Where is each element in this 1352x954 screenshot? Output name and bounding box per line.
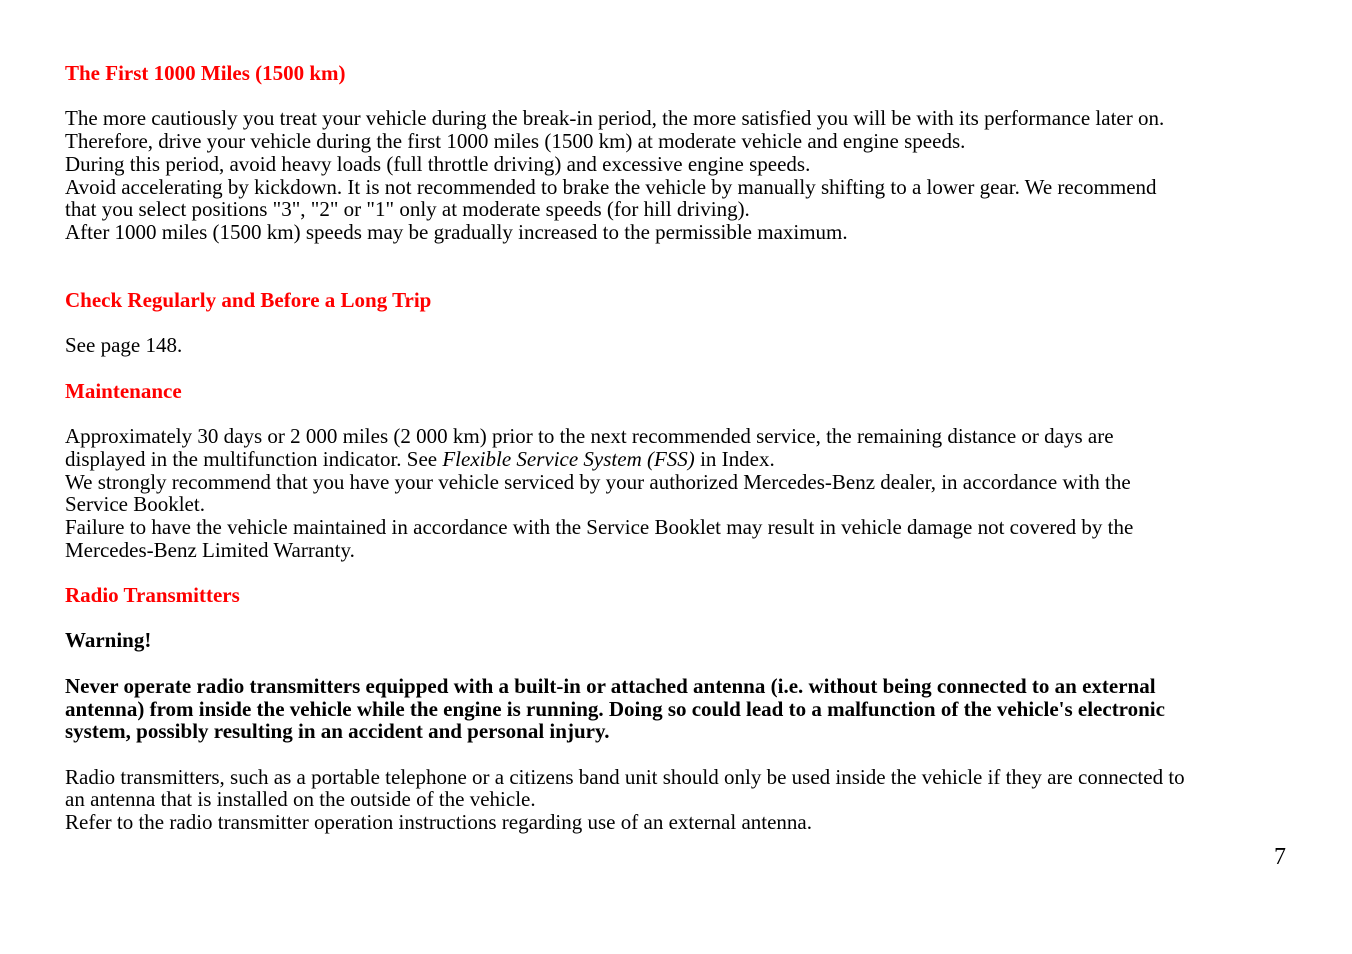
warning-line: Never operate radio transmitters equipped with a built-in or attached antenna (i.e. without being connected to an external — [65, 673, 1156, 698]
text-line: that you select positions "3", "2" or "1" only at moderate speeds (for hill driving). — [65, 197, 750, 222]
warning-title: Warning! — [65, 628, 152, 653]
fss-reference: Flexible Service System (FSS) — [442, 446, 695, 471]
text-line: Approximately 30 days or 2 000 miles (2 000 km) prior to the next recommended service, the remaining distance or days are — [65, 424, 1114, 449]
text-line: During this period, avoid heavy loads (full throttle driving) and excessive engine speeds. — [65, 151, 811, 176]
warning-line: system, possibly resulting in an accident and personal injury. — [65, 719, 610, 744]
text-line: Refer to the radio transmitter operation instructions regarding use of an external antenna. — [65, 810, 812, 835]
text-fragment: in Index. — [694, 446, 775, 471]
text-line: an antenna that is installed on the outside of the vehicle. — [65, 787, 536, 812]
warning-paragraph — [65, 675, 1295, 743]
text-line: The more cautiously you treat your vehicle during the break-in period, the more satisfied you will be with its performance later on. — [65, 106, 1165, 131]
text-line: Service Booklet. — [65, 492, 205, 517]
section-heading-check-regularly: Check Regularly and Before a Long Trip — [65, 288, 432, 312]
text-line: We strongly recommend that you have your vehicle serviced by your authorized Mercedes-Benz dealer, in accordance with the — [65, 469, 1131, 494]
maintenance-paragraph — [65, 425, 1295, 561]
text-line: After 1000 miles (1500 km) speeds may be gradually increased to the permissible maximum. — [65, 219, 848, 244]
text-fragment: displayed in the multifunction indicator. See — [65, 446, 443, 471]
break-in-paragraph — [65, 107, 1295, 243]
section-heading-maintenance: Maintenance — [65, 378, 182, 403]
text-line: Radio transmitters, such as a portable telephone or a citizens band unit should only be used inside the vehicle if they are connected to — [65, 764, 1185, 789]
page-number: 7 — [1274, 844, 1286, 870]
warning-line: antenna) from inside the vehicle while the engine is running. Doing so could lead to a malfunction of the vehicle's electronic — [65, 696, 1165, 721]
radio-paragraph — [65, 766, 1295, 834]
section-heading-first-1000-miles: The First 1000 Miles (1500 km) — [65, 61, 346, 85]
section-heading-radio-transmitters: Radio Transmitters — [65, 583, 240, 608]
text-line: Avoid accelerating by kickdown. It is not recommended to brake the vehicle by manually shifting to a lower gear. We recommend — [65, 174, 1157, 199]
manual-page — [65, 62, 1295, 834]
text-line: Therefore, drive your vehicle during the first 1000 miles (1500 km) at moderate vehicle and engine speeds. — [65, 129, 966, 154]
text-line — [65, 448, 1295, 471]
text-line: Failure to have the vehicle maintained in accordance with the Service Booklet may result in vehicle damage not covered by the — [65, 514, 1134, 539]
text-line: Mercedes-Benz Limited Warranty. — [65, 537, 355, 562]
see-page-text: See page 148. — [65, 333, 183, 358]
